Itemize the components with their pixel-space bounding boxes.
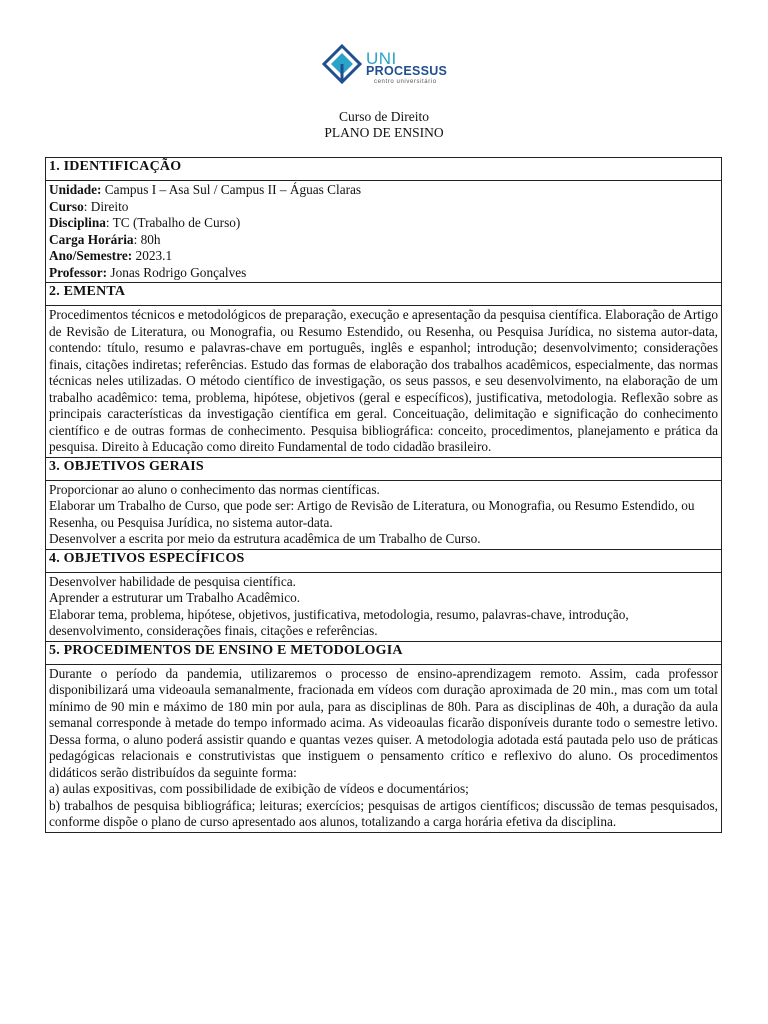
procedimentos-content bbox=[46, 664, 722, 832]
curso-label: Curso bbox=[49, 198, 84, 214]
ano-value: 2023.1 bbox=[132, 248, 173, 263]
section-title-identificacao: 1. IDENTIFICAÇÃO bbox=[46, 158, 722, 181]
carga-row bbox=[49, 232, 718, 249]
objetivo-geral-item: Desenvolver a escrita por meio da estrutura acadêmica de um Trabalho de Curso. bbox=[49, 531, 481, 546]
course-heading: Curso de Direito bbox=[339, 109, 429, 124]
procedimentos-item-a: a) aulas expositivas, com possibilidade de exibição de vídeos e documentários; bbox=[49, 781, 469, 796]
section-title-ementa: 2. EMENTA bbox=[46, 283, 722, 306]
procedimentos-item-b: b) trabalhos de pesquisa bibliográfica; leituras; exercícios; pesquisas de artigos científicos; discussão de temas pesquisados, conforme dispõe o plano de curso apresentado aos alunos, totalizando a carga horária efetiva da disciplina. bbox=[49, 797, 718, 829]
logo-processus-text: PROCESSUS bbox=[366, 64, 448, 78]
professor-row bbox=[49, 265, 718, 282]
carga-value: : 80h bbox=[133, 231, 161, 247]
plan-title: PLANO DE ENSINO bbox=[324, 125, 444, 140]
section-title-objetivos-gerais: 3. OBJETIVOS GERAIS bbox=[46, 457, 722, 480]
curso-row bbox=[49, 199, 718, 216]
curso-value: : Direito bbox=[83, 198, 129, 214]
ano-label: Ano/Semestre: bbox=[49, 248, 133, 263]
unidade-value: Campus I – Asa Sul / Campus II – Águas Claras bbox=[101, 182, 362, 197]
objetivo-especifico-item: Desenvolver habilidade de pesquisa científica. bbox=[49, 573, 297, 589]
teaching-plan-table bbox=[45, 157, 722, 833]
identificacao-content bbox=[46, 181, 722, 283]
unidade-row bbox=[49, 182, 718, 199]
procedimentos-paragraph: Durante o período da pandemia, utilizaremos o processo de ensino-aprendizagem remoto. Assim, cada professor disponibilizará uma videoaula semanalmente, fracionada em vídeos com duração aproximada de 20 min., mas com um total mínimo de 90 min e máximo de 180 min por aula, para as disciplinas de 80h. Para as disciplinas de 40h, a duração da aula semanal corresponde à metade do tempo informado acima. As videoaulas ficarão disponíveis durante todo o semestre letivo. Dessa forma, o aluno poderá assistir quando e quantas vezes quiser. A metodologia adotada está pautada pelo uso de práticas pedagógicas relacionais e construtivistas que instiguem o pensamento crítico e reflexivo do aluno. Os procedimentos didáticos serão distribuídos da seguinte forma: bbox=[49, 665, 718, 780]
section-title-procedimentos: 5. PROCEDIMENTOS DE ENSINO E METODOLOGIA bbox=[46, 641, 722, 664]
professor-label: Professor: bbox=[49, 264, 108, 280]
objetivo-geral-item: Proporcionar ao aluno o conhecimento das normas científicas. bbox=[49, 481, 380, 497]
carga-label: Carga Horária bbox=[49, 231, 134, 247]
objetivo-especifico-item: Aprender a estruturar um Trabalho Acadêmico. bbox=[49, 590, 301, 605]
logo-mark-icon bbox=[322, 44, 362, 84]
objetivo-geral-item: Elaborar um Trabalho de Curso, que pode ser: Artigo de Revisão de Literatura, ou Monografia, ou Resumo Estendido, ou Resenha, ou Pesquisa Jurídica, no sistema autor-data. bbox=[49, 498, 695, 530]
disciplina-value: : TC (Trabalho de Curso) bbox=[105, 215, 241, 230]
objetivos-gerais-content bbox=[46, 480, 722, 549]
professor-value: Jonas Rodrigo Gonçalves bbox=[107, 264, 247, 280]
ementa-text: Procedimentos técnicos e metodológicos de preparação, execução e apresentação da pesquisa científica. Elaboração de Artigo de Revisão de Literatura, ou Monografia, ou Resumo Estendido, ou Resenha, ou Pesquisa Jurídica, no sistema autor-data, contendo: título, resumo e palavras-chave em português, inglês e espanhol; introdução; desenvolvimento; considerações finais, citações indiretas; referências. Estudo das formas de elaboração dos trabalhos acadêmicos, especialmente, das normas técnicas neles utilizadas. O método científico de investigação, os seus passos, e seu desenvolvimento, na elaboração de um trabalho acadêmico: tema, problema, hipótese, objetivos (geral e específicos), justificativa, metodologia. Reflexão sobre as principais características da investigação científica em geral. Conceituação, delimitação e significação do conhecimento científico e de outras formas de conhecimento. Pesquisa bibliográfica: conceito, procedimentos, planejamento e prática da pesquisa. Direito à Educação como direito Fundamental de todo cidadão brasileiro. bbox=[46, 306, 722, 458]
logo-tagline: centro universitário bbox=[374, 79, 437, 85]
unidade-label: Unidade: bbox=[49, 182, 102, 197]
disciplina-row bbox=[49, 215, 718, 232]
objetivo-especifico-item: Elaborar tema, problema, hipótese, objetivos, justificativa, metodologia, resumo, palavras-chave, introdução, desenvolvimento, considerações finais, citações e referências. bbox=[49, 606, 629, 638]
unipro-logo bbox=[322, 44, 452, 88]
ano-row bbox=[49, 248, 718, 265]
disciplina-label: Disciplina bbox=[49, 215, 106, 230]
logo-uni-text: UNI bbox=[366, 49, 397, 68]
section-title-objetivos-especificos: 4. OBJETIVOS ESPECÍFICOS bbox=[46, 549, 722, 572]
objetivos-especificos-content bbox=[46, 572, 722, 641]
